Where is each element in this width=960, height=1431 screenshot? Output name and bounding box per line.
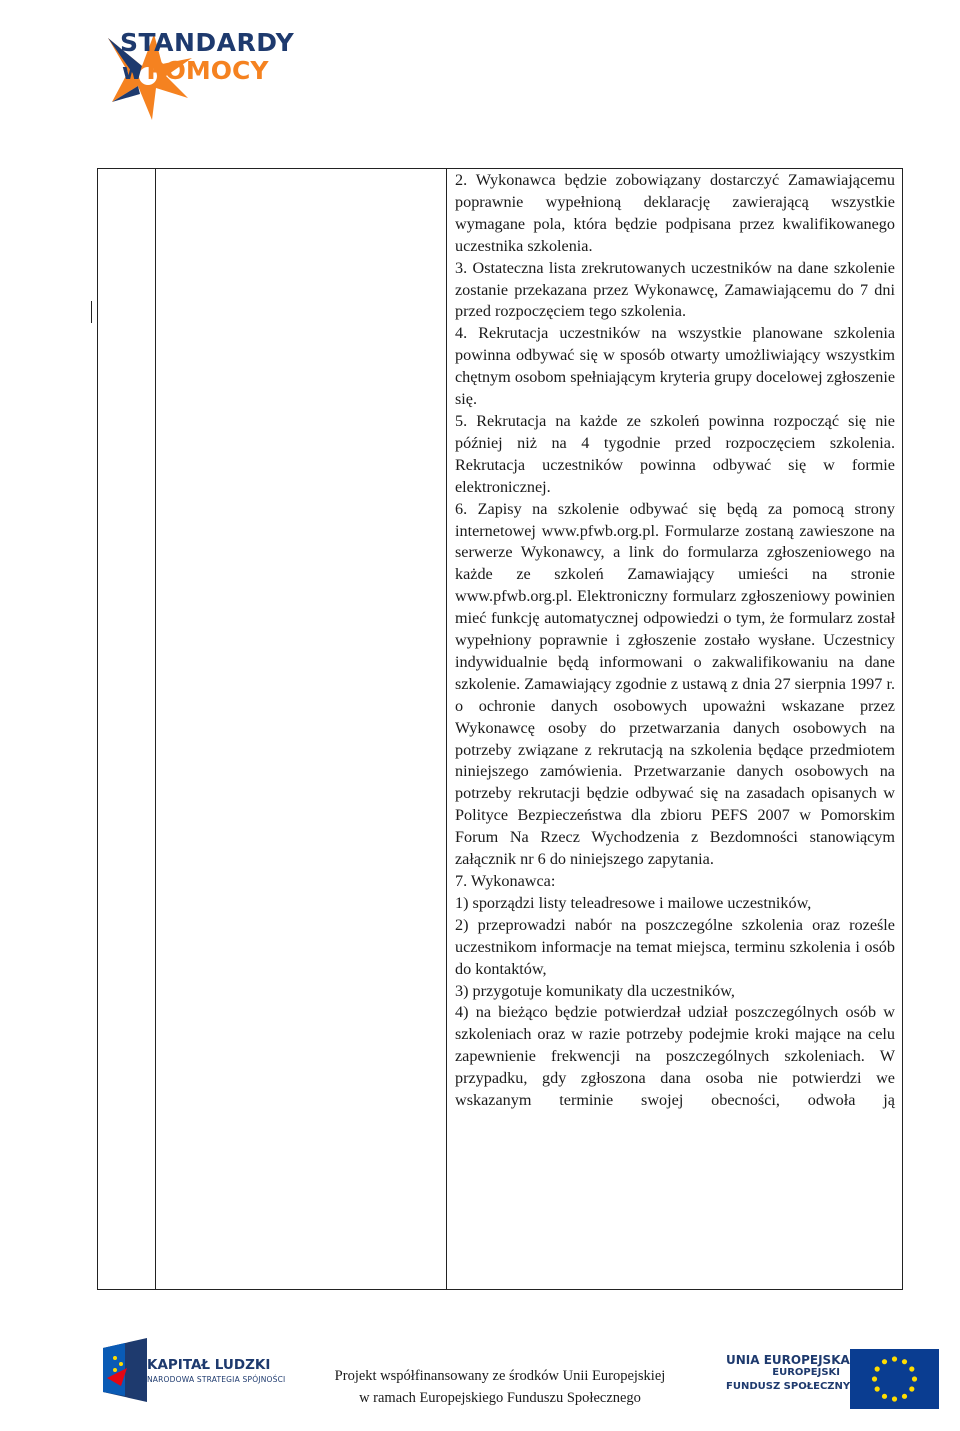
logo-subtitle bbox=[122, 56, 268, 85]
kapital-ludzki-title: KAPITAŁ LUDZKI bbox=[147, 1357, 271, 1373]
paragraph-3: 3. Ostateczna lista zrekrutowanych uczestników na dane szkolenie zostanie przekazana przez Wykonawcę, Zamawiającemu do 7 dni przed rozpoczęciem tego szkolenia. bbox=[455, 258, 895, 321]
funding-line-1: Projekt współfinansowany ze środków Unii Europejskiej bbox=[334, 1368, 666, 1384]
logo-w: w bbox=[122, 60, 143, 85]
eu-star bbox=[872, 1376, 877, 1381]
list-item-1: 1) sporządzi listy teleadresowe i mailowe uczestników, bbox=[455, 893, 812, 912]
eu-star bbox=[882, 1394, 887, 1399]
funding-note bbox=[300, 1365, 700, 1409]
paragraph-5: 5. Rekrutacja na każde ze szkoleń powinna rozpocząć się nie później niż na 4 tygodnie przed rozpoczęciem szkolenia. Rekrutacja uczestników powinna odbywać się w formie elektronicznej. bbox=[455, 411, 895, 496]
eu-label-2: EUROPEJSKI bbox=[772, 1367, 840, 1378]
eu-star bbox=[912, 1376, 917, 1381]
eu-flag-icon bbox=[850, 1349, 939, 1409]
table-column-divider-2 bbox=[446, 168, 447, 1290]
eu-label-3: FUNDUSZ SPOŁECZNY bbox=[726, 1381, 851, 1392]
eu-star bbox=[902, 1394, 907, 1399]
paragraph-7: 7. Wykonawca: bbox=[455, 872, 556, 890]
paragraph-2: 2. Wykonawca będzie zobowiązany dostarczyć Zamawiającemu poprawnie wypełnioną deklarację zawierającą wszystkie wymagane pola, która będzie podpisana przez kwalifikowanego uczestnika szkolenia. bbox=[455, 171, 895, 255]
eu-star bbox=[875, 1366, 880, 1371]
paragraph-6: 6. Zapisy na szkolenie odbywać się będą za pomocą strony internetowej www.pfwb.org.pl. Formularze zostaną zawieszone na serwerze Wykonawcy, a link do formularza zgłoszeniowego na każde ze szkoleń Zamawiający umieści na stronie www.pfwb.org.pl. Elektroniczny formularz zgłoszeniowy powinien mieć funkcję automatycznej odpowiedzi o tym, że formularz został wypełniony poprawnie i zgłoszenie zostało wysłane. Uczestnicy indywidualnie będą informowani o zakwalifikowaniu na dane szkolenie. Zamawiający zgodnie z ustawą z dnia 27 sierpnia 1997 r. o ochronie danych osobowych upoważni wskazane przez Wykonawcę osoby do przetwarzania danych osobowych na potrzeby związane z rekrutacją na szkolenia będące przedmiotem niniejszego zamówienia. Przetwarzanie danych osobowych na potrzeby rekrutacji będzie odbywać się na zasadach opisanych w Polityce Bezpieczeństwa dla zbioru PEFS 2007 w Pomorskim Forum Na Rzecz Wychodzenia z Bezdomności stanowiącym załącznik nr 6 do niniejszego zapytania. bbox=[455, 499, 895, 869]
eu-star bbox=[902, 1359, 907, 1364]
table-column-divider-1 bbox=[155, 168, 156, 1290]
stray-mark bbox=[91, 301, 92, 323]
eu-star bbox=[892, 1396, 897, 1401]
eu-label-1: UNIA EUROPEJSKA bbox=[726, 1353, 850, 1367]
list-item-4: 4) na bieżąco będzie potwierdzał udział poszczególnych osób w szkoleniach oraz w razie potrzeby podejmie kroki mające na celu zapewnienie frekwencji na poszczególnych szkoleniach. W przypadku, gdy zgłoszona dana osoba nie potwierdzi we wskazanym terminie swojej obecności, odwoła ją bbox=[455, 1003, 895, 1110]
logo-pomocy: POMOCY bbox=[146, 56, 269, 85]
eu-star bbox=[909, 1366, 914, 1371]
list-item-3: 3) przygotuje komunikaty dla uczestników, bbox=[455, 981, 735, 1000]
eu-star bbox=[892, 1356, 897, 1361]
document-body bbox=[455, 170, 895, 1112]
funding-line-2: w ramach Europejskiego Funduszu Społecznego bbox=[359, 1390, 641, 1406]
kapital-ludzki-subtitle: NARODOWA STRATEGIA SPÓJNOŚCI bbox=[147, 1375, 286, 1384]
paragraph-4: 4. Rekrutacja uczestników na wszystkie planowane szkolenia powinna odbywać się w sposób otwarty umożliwiający wszystkim chętnym osobom spełniającym kryteria grupy docelowej zgłoszenie się. bbox=[455, 324, 895, 409]
eu-star bbox=[909, 1386, 914, 1391]
eu-star bbox=[882, 1359, 887, 1364]
eu-star bbox=[875, 1386, 880, 1391]
list-item-2: 2) przeprowadzi nabór na poszczególne szkolenia oraz roześle uczestnikom informacje na temat miejsca, terminu szkolenia i osób do kontaktów, bbox=[455, 915, 895, 978]
logo-title: STANDARDY bbox=[120, 28, 295, 57]
